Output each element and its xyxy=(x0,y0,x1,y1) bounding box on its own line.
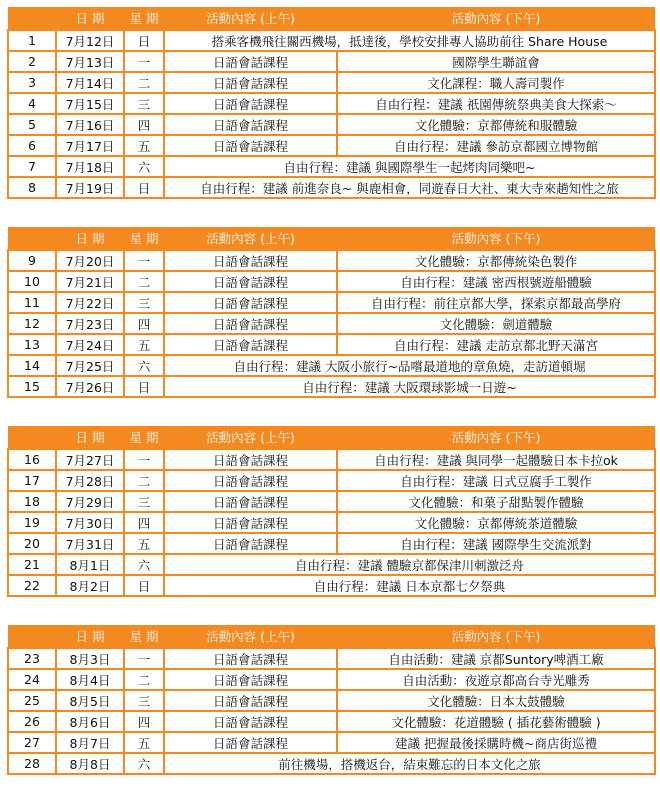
row-date: 8月1日 xyxy=(56,554,124,575)
afternoon-activity: 文化體驗：花道體驗 ( 插花藝術體驗 ) xyxy=(337,711,655,732)
header-row xyxy=(8,625,655,648)
afternoon-activity: 自由行程：建議 參訪京都國立博物館 xyxy=(337,135,655,156)
table-row xyxy=(8,648,655,669)
row-number: 22 xyxy=(8,575,56,596)
row-weekday: 三 xyxy=(124,292,164,313)
full-day-activity: 自由行程：建議 前進奈良~ 與鹿相會，同遊春日大社、東大寺來趟知性之旅 xyxy=(164,177,655,198)
row-number: 14 xyxy=(8,355,56,376)
header-date: 日 期 xyxy=(56,7,124,30)
row-date: 8月3日 xyxy=(56,648,124,669)
week-table xyxy=(7,426,654,597)
table-row xyxy=(8,72,655,93)
header-pm: 活動內容 (下午) xyxy=(337,7,655,30)
row-date: 7月18日 xyxy=(56,156,124,177)
row-date: 7月14日 xyxy=(56,72,124,93)
table-row xyxy=(8,449,655,470)
afternoon-activity: 自由活動：夜遊京都高台寺光雕秀 xyxy=(337,669,655,690)
afternoon-activity: 國際學生聯誼會 xyxy=(337,51,655,72)
row-weekday: 三 xyxy=(124,93,164,114)
table-row xyxy=(8,491,655,512)
morning-activity: 日語會話課程 xyxy=(164,449,337,470)
row-number: 21 xyxy=(8,554,56,575)
row-number: 12 xyxy=(8,313,56,334)
row-number: 17 xyxy=(8,470,56,491)
row-weekday: 二 xyxy=(124,72,164,93)
full-day-activity: 自由行程：建議 大阪環球影城一日遊~ xyxy=(164,376,655,397)
row-date: 7月27日 xyxy=(56,449,124,470)
table-row xyxy=(8,93,655,114)
table-row xyxy=(8,292,655,313)
row-date: 8月5日 xyxy=(56,690,124,711)
table-row xyxy=(8,313,655,334)
row-weekday: 六 xyxy=(124,355,164,376)
row-number: 25 xyxy=(8,690,56,711)
row-weekday: 五 xyxy=(124,135,164,156)
morning-activity: 日語會話課程 xyxy=(164,491,337,512)
row-weekday: 日 xyxy=(124,177,164,198)
row-number: 24 xyxy=(8,669,56,690)
table-row xyxy=(8,575,655,596)
table-row xyxy=(8,156,655,177)
afternoon-activity: 文化體驗：京都傳統和服體驗 xyxy=(337,114,655,135)
header-weekday: 星 期 xyxy=(124,7,164,30)
row-weekday: 四 xyxy=(124,512,164,533)
afternoon-activity: 文化體驗：劍道體驗 xyxy=(337,313,655,334)
row-date: 7月23日 xyxy=(56,313,124,334)
header-pm: 活動內容 (下午) xyxy=(337,625,655,648)
row-weekday: 日 xyxy=(124,575,164,596)
header-am: 活動內容 (上午) xyxy=(164,7,337,30)
row-number: 28 xyxy=(8,753,56,774)
morning-activity: 日語會話課程 xyxy=(164,334,337,355)
header-am: 活動內容 (上午) xyxy=(164,625,337,648)
table-row xyxy=(8,533,655,554)
morning-activity: 日語會話課程 xyxy=(164,93,337,114)
full-day-activity: 自由行程：建議 大阪小旅行~品嚐最道地的章魚燒，走訪道頓堀 xyxy=(164,355,655,376)
table-row xyxy=(8,177,655,198)
row-date: 7月31日 xyxy=(56,533,124,554)
morning-activity: 日語會話課程 xyxy=(164,292,337,313)
row-number: 8 xyxy=(8,177,56,198)
row-date: 7月25日 xyxy=(56,355,124,376)
row-date: 7月22日 xyxy=(56,292,124,313)
morning-activity: 日語會話課程 xyxy=(164,648,337,669)
morning-activity: 日語會話課程 xyxy=(164,533,337,554)
row-weekday: 六 xyxy=(124,554,164,575)
row-number: 18 xyxy=(8,491,56,512)
morning-activity: 日語會話課程 xyxy=(164,711,337,732)
row-weekday: 四 xyxy=(124,313,164,334)
afternoon-activity: 文化體驗：京都傳統茶道體驗 xyxy=(337,512,655,533)
morning-activity: 日語會話課程 xyxy=(164,51,337,72)
row-weekday: 一 xyxy=(124,648,164,669)
header-am: 活動內容 (上午) xyxy=(164,426,337,449)
row-date: 7月24日 xyxy=(56,334,124,355)
morning-activity: 日語會話課程 xyxy=(164,732,337,753)
header-am: 活動內容 (上午) xyxy=(164,227,337,250)
morning-activity: 日語會話課程 xyxy=(164,271,337,292)
row-number: 5 xyxy=(8,114,56,135)
row-date: 7月29日 xyxy=(56,491,124,512)
table-row xyxy=(8,334,655,355)
table-row xyxy=(8,669,655,690)
row-date: 8月4日 xyxy=(56,669,124,690)
morning-activity: 日語會話課程 xyxy=(164,690,337,711)
row-weekday: 日 xyxy=(124,376,164,397)
row-weekday: 六 xyxy=(124,156,164,177)
row-number: 26 xyxy=(8,711,56,732)
row-number: 11 xyxy=(8,292,56,313)
row-date: 7月21日 xyxy=(56,271,124,292)
row-date: 7月26日 xyxy=(56,376,124,397)
row-date: 7月16日 xyxy=(56,114,124,135)
row-number: 20 xyxy=(8,533,56,554)
row-date: 7月20日 xyxy=(56,250,124,271)
table-row xyxy=(8,250,655,271)
afternoon-activity: 建議 把握最後採購時機~商店街巡禮 xyxy=(337,732,655,753)
row-weekday: 三 xyxy=(124,491,164,512)
header-row xyxy=(8,426,655,449)
header-weekday: 星 期 xyxy=(124,625,164,648)
table-row xyxy=(8,690,655,711)
full-day-activity: 自由行程：建議 與國際學生一起烤肉同樂吧~ xyxy=(164,156,655,177)
header-date: 日 期 xyxy=(56,625,124,648)
week-table xyxy=(7,7,654,199)
afternoon-activity: 自由行程：建議 與同學一起體驗日本卡拉ok xyxy=(337,449,655,470)
afternoon-activity: 文化體驗：日本太鼓體驗 xyxy=(337,690,655,711)
row-date: 7月19日 xyxy=(56,177,124,198)
row-weekday: 五 xyxy=(124,533,164,554)
row-date: 8月6日 xyxy=(56,711,124,732)
header-no xyxy=(8,625,56,648)
row-weekday: 二 xyxy=(124,271,164,292)
row-weekday: 二 xyxy=(124,669,164,690)
table-row xyxy=(8,271,655,292)
table-row xyxy=(8,30,655,51)
row-date: 7月28日 xyxy=(56,470,124,491)
row-number: 13 xyxy=(8,334,56,355)
header-pm: 活動內容 (下午) xyxy=(337,426,655,449)
afternoon-activity: 自由行程：建議 密西根號遊船體驗 xyxy=(337,271,655,292)
full-day-activity: 自由行程：建議 體驗京都保津川刺激泛舟 xyxy=(164,554,655,575)
afternoon-activity: 自由活動：建議 京都Suntory啤酒工廠 xyxy=(337,648,655,669)
header-weekday: 星 期 xyxy=(124,426,164,449)
table-row xyxy=(8,753,655,774)
morning-activity: 日語會話課程 xyxy=(164,114,337,135)
row-number: 16 xyxy=(8,449,56,470)
afternoon-activity: 自由行程：建議 走訪京都北野天滿宮 xyxy=(337,334,655,355)
row-weekday: 五 xyxy=(124,334,164,355)
row-date: 7月13日 xyxy=(56,51,124,72)
row-weekday: 四 xyxy=(124,711,164,732)
header-pm: 活動內容 (下午) xyxy=(337,227,655,250)
morning-activity: 日語會話課程 xyxy=(164,669,337,690)
table-row xyxy=(8,114,655,135)
row-number: 2 xyxy=(8,51,56,72)
table-row xyxy=(8,512,655,533)
afternoon-activity: 文化體驗：京都傳統染色製作 xyxy=(337,250,655,271)
row-number: 15 xyxy=(8,376,56,397)
afternoon-activity: 文化課程：職人壽司製作 xyxy=(337,72,655,93)
row-number: 27 xyxy=(8,732,56,753)
row-date: 7月30日 xyxy=(56,512,124,533)
row-number: 1 xyxy=(8,30,56,51)
full-day-activity: 搭乘客機飛往關西機場，抵達後，學校安排專人協助前往 Share House xyxy=(164,30,655,51)
row-number: 6 xyxy=(8,135,56,156)
morning-activity: 日語會話課程 xyxy=(164,135,337,156)
row-number: 10 xyxy=(8,271,56,292)
row-number: 4 xyxy=(8,93,56,114)
header-row xyxy=(8,7,655,30)
row-weekday: 一 xyxy=(124,449,164,470)
afternoon-activity: 自由行程：建議 祇園傳統祭典美食大探索～ xyxy=(337,93,655,114)
header-date: 日 期 xyxy=(56,227,124,250)
morning-activity: 日語會話課程 xyxy=(164,470,337,491)
row-weekday: 一 xyxy=(124,250,164,271)
afternoon-activity: 自由行程：建議 日式豆腐手工製作 xyxy=(337,470,655,491)
row-date: 7月17日 xyxy=(56,135,124,156)
header-date: 日 期 xyxy=(56,426,124,449)
table-row xyxy=(8,732,655,753)
row-weekday: 五 xyxy=(124,732,164,753)
morning-activity: 日語會話課程 xyxy=(164,250,337,271)
row-date: 8月2日 xyxy=(56,575,124,596)
morning-activity: 日語會話課程 xyxy=(164,313,337,334)
header-no xyxy=(8,227,56,250)
row-date: 8月7日 xyxy=(56,732,124,753)
row-weekday: 一 xyxy=(124,51,164,72)
full-day-activity: 自由行程：建議 日本京都七夕祭典 xyxy=(164,575,655,596)
afternoon-activity: 自由行程：建議 國際學生交流派對 xyxy=(337,533,655,554)
row-date: 7月12日 xyxy=(56,30,124,51)
row-date: 8月8日 xyxy=(56,753,124,774)
table-row xyxy=(8,554,655,575)
row-number: 3 xyxy=(8,72,56,93)
header-no xyxy=(8,7,56,30)
row-number: 19 xyxy=(8,512,56,533)
morning-activity: 日語會話課程 xyxy=(164,72,337,93)
row-weekday: 二 xyxy=(124,470,164,491)
row-number: 23 xyxy=(8,648,56,669)
header-no xyxy=(8,426,56,449)
row-weekday: 四 xyxy=(124,114,164,135)
table-row xyxy=(8,711,655,732)
table-row xyxy=(8,355,655,376)
table-row xyxy=(8,51,655,72)
row-number: 7 xyxy=(8,156,56,177)
header-row xyxy=(8,227,655,250)
row-number: 9 xyxy=(8,250,56,271)
row-weekday: 六 xyxy=(124,753,164,774)
afternoon-activity: 文化體驗：和菓子甜點製作體驗 xyxy=(337,491,655,512)
row-weekday: 三 xyxy=(124,690,164,711)
table-row xyxy=(8,376,655,397)
row-date: 7月15日 xyxy=(56,93,124,114)
week-table xyxy=(7,227,654,398)
week-table xyxy=(7,625,654,775)
morning-activity: 日語會話課程 xyxy=(164,512,337,533)
afternoon-activity: 自由行程：前往京都大學，探索京都最高學府 xyxy=(337,292,655,313)
table-row xyxy=(8,135,655,156)
full-day-activity: 前往機場，搭機返台，結束難忘的日本文化之旅 xyxy=(164,753,655,774)
row-weekday: 日 xyxy=(124,30,164,51)
header-weekday: 星 期 xyxy=(124,227,164,250)
table-row xyxy=(8,470,655,491)
